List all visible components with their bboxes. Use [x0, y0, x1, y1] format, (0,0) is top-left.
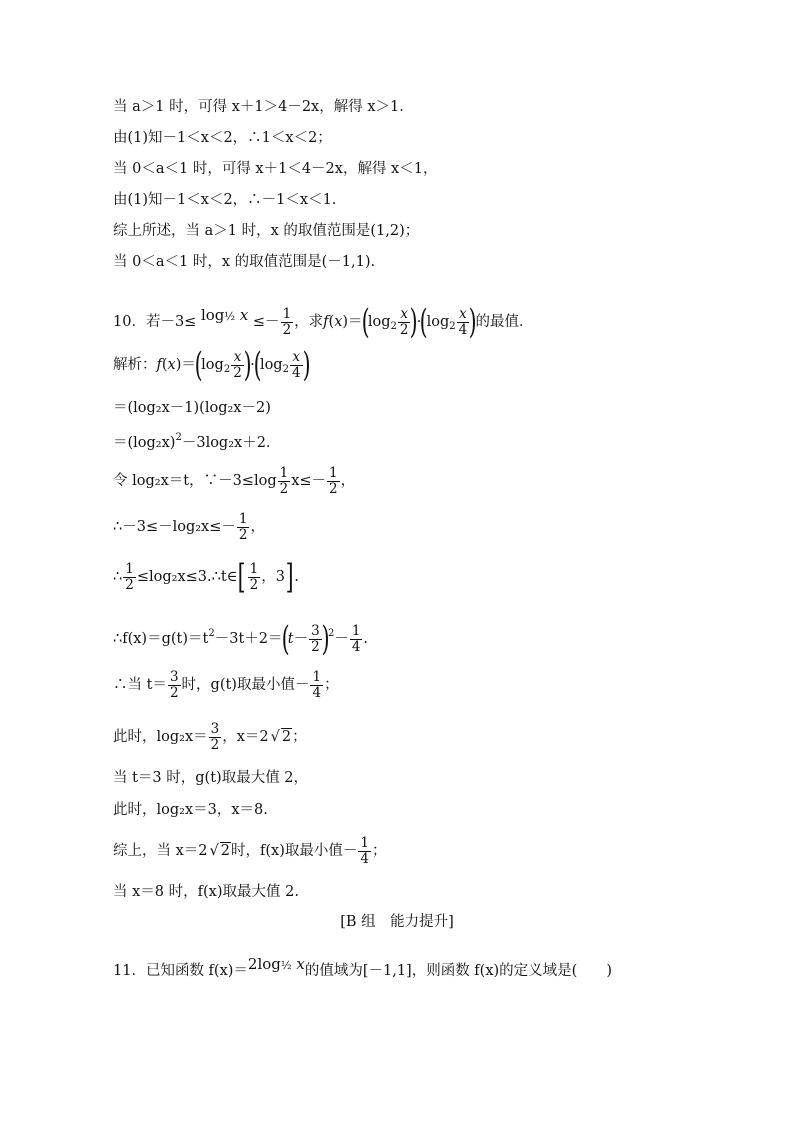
- text-line-2: 由(1)知－1＜x＜2，∴1＜x＜2；: [113, 130, 332, 146]
- solution-line-5: ∴－3≤－log₂x≤－ $\frac{1}{2}$ ，: [113, 510, 265, 543]
- solution-line-1: 解析：$f(x)=(\log_2$ $\frac{x}{2}$ )$\cdot(\log_2$ $\frac{x}{4}$ ): [113, 345, 311, 385]
- text-line-4: 由(1)知－1＜x＜2，∴－1＜x＜1.: [113, 192, 337, 208]
- solution-line-8: ∴当 t＝ $\frac{3}{2}$ 时，g(t)取最小值－ $\frac{1}{4}$ ；: [113, 668, 339, 701]
- solution-line-12: 综上，当 x＝2 √ 2时，f(x)取最小值－ $\frac{1}{4}$ ；: [113, 834, 387, 867]
- solution-line-10: 当 t＝3 时，g(t)取最大值 2，: [113, 770, 309, 786]
- solution-line-13: 当 x＝8 时，f(x)取最大值 2.: [113, 884, 299, 900]
- text-line-3: 当 0＜a＜1 时，可得 x＋1＜4－2x，解得 x＜1，: [113, 161, 438, 177]
- solution-line-7: $\therefore f(x)=g(t)=t^2-3t+2=(t-$ $\frac{3}{2}$ )$^2$－ $\frac{1}{4}$ .: [113, 619, 369, 659]
- question-11: 11．已知函数 f(x)＝2log½ x的值域为[－1,1]，则函数 f(x)的定义域是( ): [113, 955, 612, 979]
- question-10: 10．若－3≤ log½ x ≤－ $\frac{1}{2}$ ，求$f(x)=(\log_2$ $\frac{x}{2}$ )$\cdot(\log_2$ $\frac{x}{4}$ )的最值．: [113, 302, 534, 342]
- text-line-5: 综上所述，当 a＞1 时，x 的取值范围是(1,2)；: [113, 223, 420, 239]
- section-heading: [B 组 能力提升]: [340, 914, 454, 930]
- solution-line-4: 令 log₂x＝t，∵－3≤log $\frac{1}{2}$ x≤－ $\frac{1}{2}$ ，: [113, 464, 356, 497]
- solution-line-2: ＝(log₂x－1)(log₂x－2): [113, 400, 271, 416]
- text-line-6: 当 0＜a＜1 时，x 的取值范围是(－1,1).: [113, 254, 376, 270]
- solution-line-3: $=(\log_2x)^2-3\log_2x+2$.: [113, 432, 271, 451]
- solution-line-9: 此时，log₂x＝ $\frac{3}{2}$ ，x＝2 √ 2；: [113, 720, 307, 753]
- solution-line-6: ∴ $\frac{1}{2}$ ≤log₂x≤3.∴t∈[ $\frac{1}{2}$ ，3].: [113, 557, 299, 597]
- solution-line-11: 此时，log₂x＝3，x＝8.: [113, 802, 268, 818]
- text-line-1: 当 a＞1 时，可得 x＋1＞4－2x，解得 x＞1.: [113, 99, 404, 115]
